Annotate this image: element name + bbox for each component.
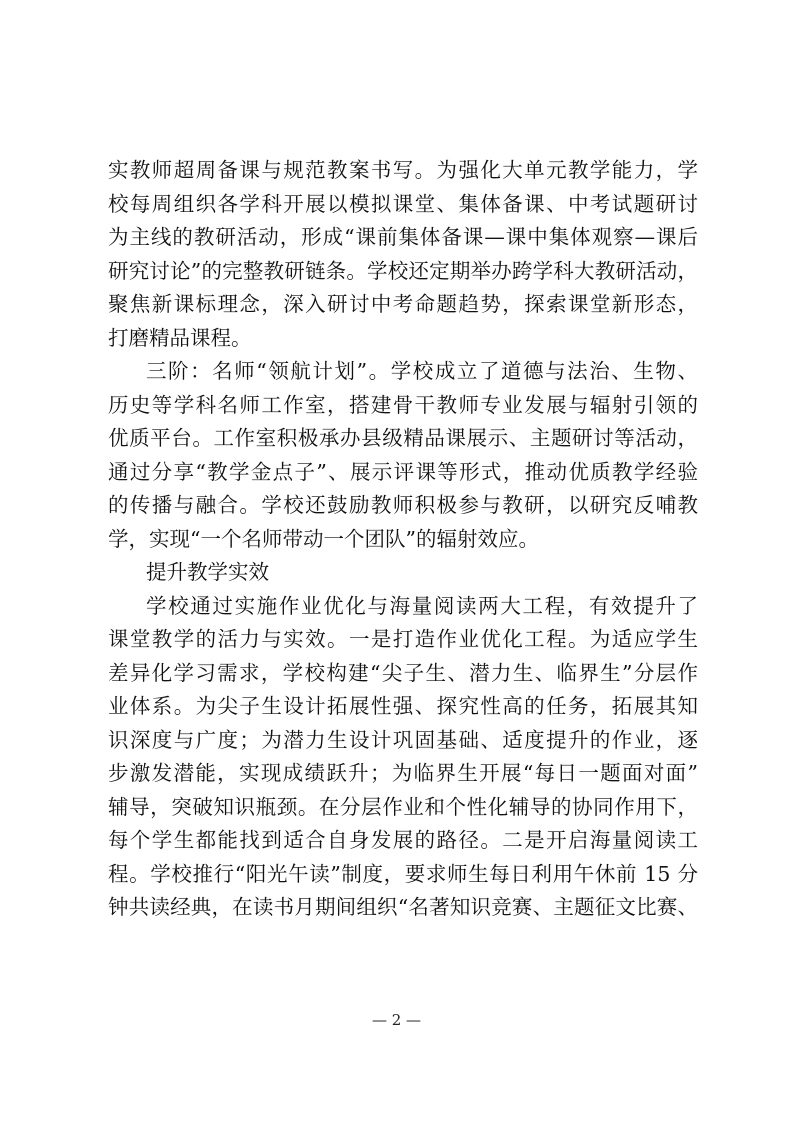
text-line: 为主线的教研活动，形成“课前集体备课—课中集体观察—课后 xyxy=(108,225,698,249)
text-line: 钟共读经典，在读书月期间组织“名著知识竞赛、主题征文比赛、 xyxy=(108,895,698,919)
text-line: 业体系。为尖子生设计拓展性强、探究性高的任务，拓展其知 xyxy=(108,694,698,718)
text-line: 三阶：名师“领航计划”。学校成立了道德与法治、生物、 xyxy=(146,359,698,383)
text-line: 实教师超周备课与规范教案书写。为强化大单元教学能力，学 xyxy=(108,158,698,182)
text-line: 优质平台。工作室积极承办县级精品课展示、主题研讨等活动， xyxy=(108,426,698,450)
text-line: 通过分享“教学金点子”、展示评课等形式，推动优质教学经验 xyxy=(108,459,698,484)
text-line: 的传播与融合。学校还鼓励教师积极参与教研，以研究反哺教 xyxy=(108,493,698,517)
text-line: 识深度与广度；为潜力生设计巩固基础、适度提升的作业，逐 xyxy=(108,727,698,752)
text-line: 学，实现“一个名师带动一个团队”的辐射效应。 xyxy=(108,526,539,551)
text-line: 校每周组织各学科开展以模拟课堂、集体备课、中考试题研讨 xyxy=(108,191,698,216)
text-line: 历史等学科名师工作室，搭建骨干教师专业发展与辐射引领的 xyxy=(108,392,698,417)
page-number: — 2 — xyxy=(371,1011,422,1029)
text-line: 辅导，突破知识瓶颈。在分层作业和个性化辅导的协同作用下， xyxy=(108,794,698,819)
text-line: 研究讨论”的完整教研链条。学校还定期举办跨学科大教研活动， xyxy=(108,258,698,283)
text-line: 步激发潜能，实现成绩跃升；为临界生开展“每日一题面对面” xyxy=(108,761,698,785)
text-line: 提升教学实效 xyxy=(146,560,269,584)
body-text xyxy=(108,154,698,925)
text-line: 每个学生都能找到适合自身发展的路径。二是开启海量阅读工 xyxy=(108,828,698,852)
text-line: 差异化学习需求，学校构建“尖子生、潜力生、临界生”分层作 xyxy=(108,660,698,685)
text-line: 聚焦新课标理念，深入研讨中考命题趋势，探索课堂新形态， xyxy=(108,292,698,316)
text-line: 课堂教学的活力与实效。一是打造作业优化工程。为适应学生 xyxy=(108,627,698,651)
text-line: 学校通过实施作业优化与海量阅读两大工程，有效提升了 xyxy=(146,593,698,618)
text-line: 打磨精品课程。 xyxy=(108,325,252,350)
text-line: 程。学校推行“阳光午读”制度，要求师生每日利用午休前 15 分 xyxy=(108,861,698,886)
